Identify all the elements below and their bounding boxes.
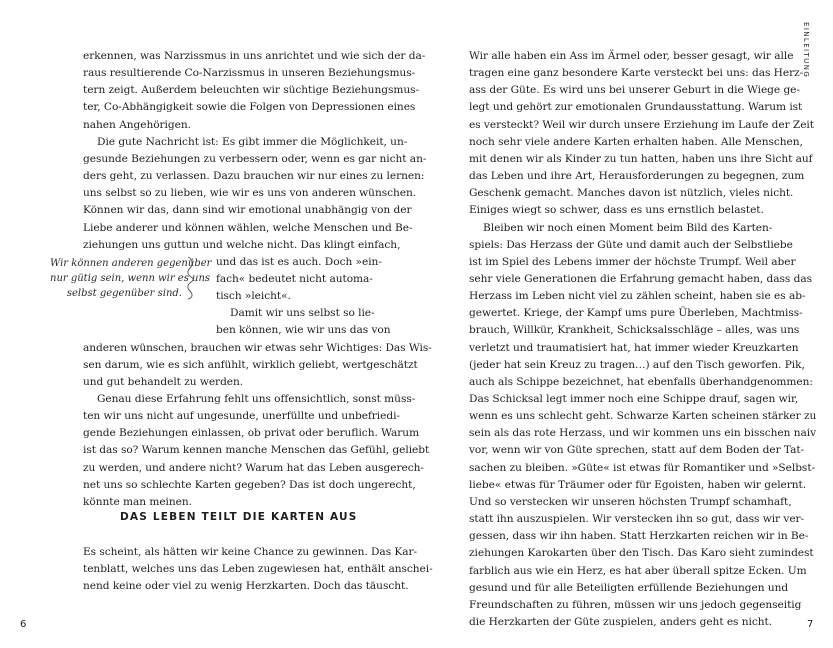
text-line: auch als Schippe bezeichnet, hat ebenfalls überhandgenommen: xyxy=(469,375,813,388)
text-line: Das Schicksal legt immer noch eine Schippe drauf, sagen wir, xyxy=(469,393,799,405)
text-line: Einiges wiegt so schwer, dass es uns ernstlich belastet. xyxy=(469,204,764,217)
text-line: Freundschaften zu führen, müssen wir uns jedoch gegenseitig xyxy=(469,598,802,611)
text-line: Herzass im Leben nicht viel zu zählen scheint, haben sie es ab- xyxy=(469,290,806,303)
text-line: legt und gehört zur emotionalen Grundausstattung. Warum ist xyxy=(469,101,803,114)
brace-ornament-icon xyxy=(186,256,196,300)
text-line: nahen Angehörigen. xyxy=(83,118,191,131)
text-line: und das ist es auch. Doch »ein- xyxy=(216,255,382,268)
right-page xyxy=(417,0,833,648)
text-line: Geschenk gemacht. Manches davon ist nützlich, vieles nicht. xyxy=(469,187,794,200)
text-line: sen darum, wie es sich anfühlt, wirklich geliebt, wertgeschätzt xyxy=(83,358,418,371)
text-line: nend keine oder viel zu wenig Herzkarten. Doch das täuscht. xyxy=(83,580,409,593)
text-line: uns selbst so zu lieben, wie wir es uns von anderen wünschen. xyxy=(83,187,417,200)
text-line: verletzt und traumatisiert hat, hat immer wieder Kreuzkarten xyxy=(469,341,799,354)
text-line: Die gute Nachricht ist: Es gibt immer die Möglichkeit, un- xyxy=(97,135,408,148)
text-line: tenblatt, welches uns das Leben zugewiesen hat, enthält anschei- xyxy=(83,563,433,576)
page-number-right: 7 xyxy=(807,619,814,630)
text-line: sachen zu bleiben. »Güte« ist etwas für Romantiker und »Selbst- xyxy=(469,461,816,474)
text-line: ass der Güte. Es wird uns bei unserer Geburt in die Wiege ge- xyxy=(469,84,800,97)
text-line: tern zeigt. Außerdem beleuchten wir süchtige Beziehungsmus- xyxy=(83,84,420,97)
text-line: vor, wenn wir von Güte sprechen, statt auf dem Boden der Tat- xyxy=(469,444,805,457)
text-line: anderen wünschen, brauchen wir etwas sehr Wichtiges: Das Wis- xyxy=(83,341,432,354)
text-line: Bleiben wir noch einen Moment beim Bild des Karten- xyxy=(483,221,773,234)
text-line: ter, Co-Abhängigkeit sowie die Folgen von Depressionen eines xyxy=(83,101,416,114)
text-line: fach« bedeutet nicht automa- xyxy=(216,272,373,285)
text-line: erkennen, was Narzissmus in uns anrichtet und wie sich der da- xyxy=(83,50,426,62)
text-line: könnte man meinen. xyxy=(83,495,192,508)
text-line: statt ihn auszuspielen. Wir verstecken ihn so gut, dass wir ver- xyxy=(469,513,805,526)
text-line: tragen eine ganz besondere Karte versteckt bei uns: das Herz- xyxy=(469,67,804,80)
text-line: Liebe anderer und können wählen, welche Menschen und Be- xyxy=(83,221,413,234)
text-line: Es scheint, als hätten wir keine Chance zu gewinnen. Das Kar- xyxy=(83,546,418,558)
section-heading: DAS LEBEN TEILT DIE KARTEN AUS xyxy=(120,511,358,523)
text-line: Genau diese Erfahrung fehlt uns offensichtlich, sonst müss- xyxy=(97,392,416,405)
text-line: (jeder hat sein Kreuz zu tragen…) auf den Tisch geworfen. Pik, xyxy=(469,358,805,371)
text-line: ben können, wie wir uns das von xyxy=(216,324,391,337)
text-line: gesunde Beziehungen zu verbessern oder, wenn es gar nicht an- xyxy=(83,152,427,165)
text-line: gewertet. Kriege, der Kampf ums pure Überleben, Machtmiss- xyxy=(469,307,803,320)
text-line: liebe« etwas für Träumer oder für Egoisten, haben wir gelernt. xyxy=(469,478,807,491)
text-line: mit denen wir als Kinder zu tun hatten, haben uns ihre Sicht auf xyxy=(469,152,813,165)
text-line: gesund und für alle Beteiligten erfüllende Beziehungen und xyxy=(469,581,789,594)
text-line: ist im Spiel des Lebens immer der höchste Trumpf. Weil aber xyxy=(469,255,796,268)
pull-quote-line: Wir können anderen gegenüber xyxy=(50,258,212,269)
text-line: ist das so? Warum kennen manche Menschen das Gefühl, geliebt xyxy=(83,444,430,457)
text-line: das Leben und ihre Art, Herausforderungen zu begegnen, zum xyxy=(469,170,805,183)
text-line: noch sehr viele andere Karten erhalten haben. Alle Menschen, xyxy=(469,135,803,148)
text-line: wenn es uns schlecht geht. Schwarze Karten scheinen stärker zu xyxy=(469,410,817,423)
text-line: sein als das rote Herzass, und wir kommen uns ein bisschen naiv xyxy=(469,427,817,440)
text-line: Können wir das, dann sind wir emotional unabhängig von der xyxy=(83,204,412,217)
text-line: net uns so schlechte Karten gegeben? Das ist doch ungerecht, xyxy=(83,478,416,491)
pull-quote-line: selbst gegenüber sind. xyxy=(66,288,182,299)
text-line: es versteckt? Weil wir durch unsere Erziehung im Laufe der Zeit xyxy=(469,118,814,131)
text-line: und gut behandelt zu werden. xyxy=(83,375,244,388)
text-line: farblich aus wie ein Herz, es hat aber überall spitze Ecken. Um xyxy=(469,564,807,577)
text-line: gessen, dass wir ihn haben. Statt Herzkarten reichen wir in Be- xyxy=(469,530,809,543)
text-line: raus resultierende Co-Narzissmus in unseren Beziehungsmus- xyxy=(83,67,416,80)
text-line: Wir alle haben ein Ass im Ärmel oder, besser gesagt, wir alle xyxy=(469,50,794,62)
text-line: ders geht, zu verlassen. Dazu brauchen wir nur eines zu lernen: xyxy=(83,170,425,183)
text-line: sehr viele Generationen die Erfahrung gemacht haben, dass das xyxy=(469,272,813,285)
text-line: spiels: Das Herzass der Güte und damit auch der Selbstliebe xyxy=(469,238,793,251)
text-line: ziehungen uns guttun und welche nicht. Das klingt einfach, xyxy=(83,238,401,251)
text-line: Damit wir uns selbst so lie- xyxy=(230,307,375,320)
text-line: zu werden, und andere nicht? Warum hat das Leben ausgerech- xyxy=(83,461,424,474)
text-line: brauch, Willkür, Krankheit, Schicksalsschläge – alles, was uns xyxy=(469,324,800,337)
text-line: ten wir uns nicht auf ungesunde, unerfüllte und unbefriedi- xyxy=(83,410,400,423)
text-line: die Herzkarten der Güte zuspielen, anders geht es nicht. xyxy=(469,615,773,628)
text-line: ziehungen Karokarten über den Tisch. Das Karo sieht zumindest xyxy=(469,547,814,560)
text-line: gende Beziehungen einlassen, ob privat oder beruflich. Warum xyxy=(83,427,420,440)
pull-quote-line: nur gütig sein, wenn wir es uns xyxy=(50,273,211,284)
text-line: Und so verstecken wir unseren höchsten Trumpf schamhaft, xyxy=(469,495,792,508)
running-head: EINLEITUNG xyxy=(802,22,810,79)
page-number-left: 6 xyxy=(20,619,27,630)
text-line: tisch »leicht«. xyxy=(216,290,291,303)
